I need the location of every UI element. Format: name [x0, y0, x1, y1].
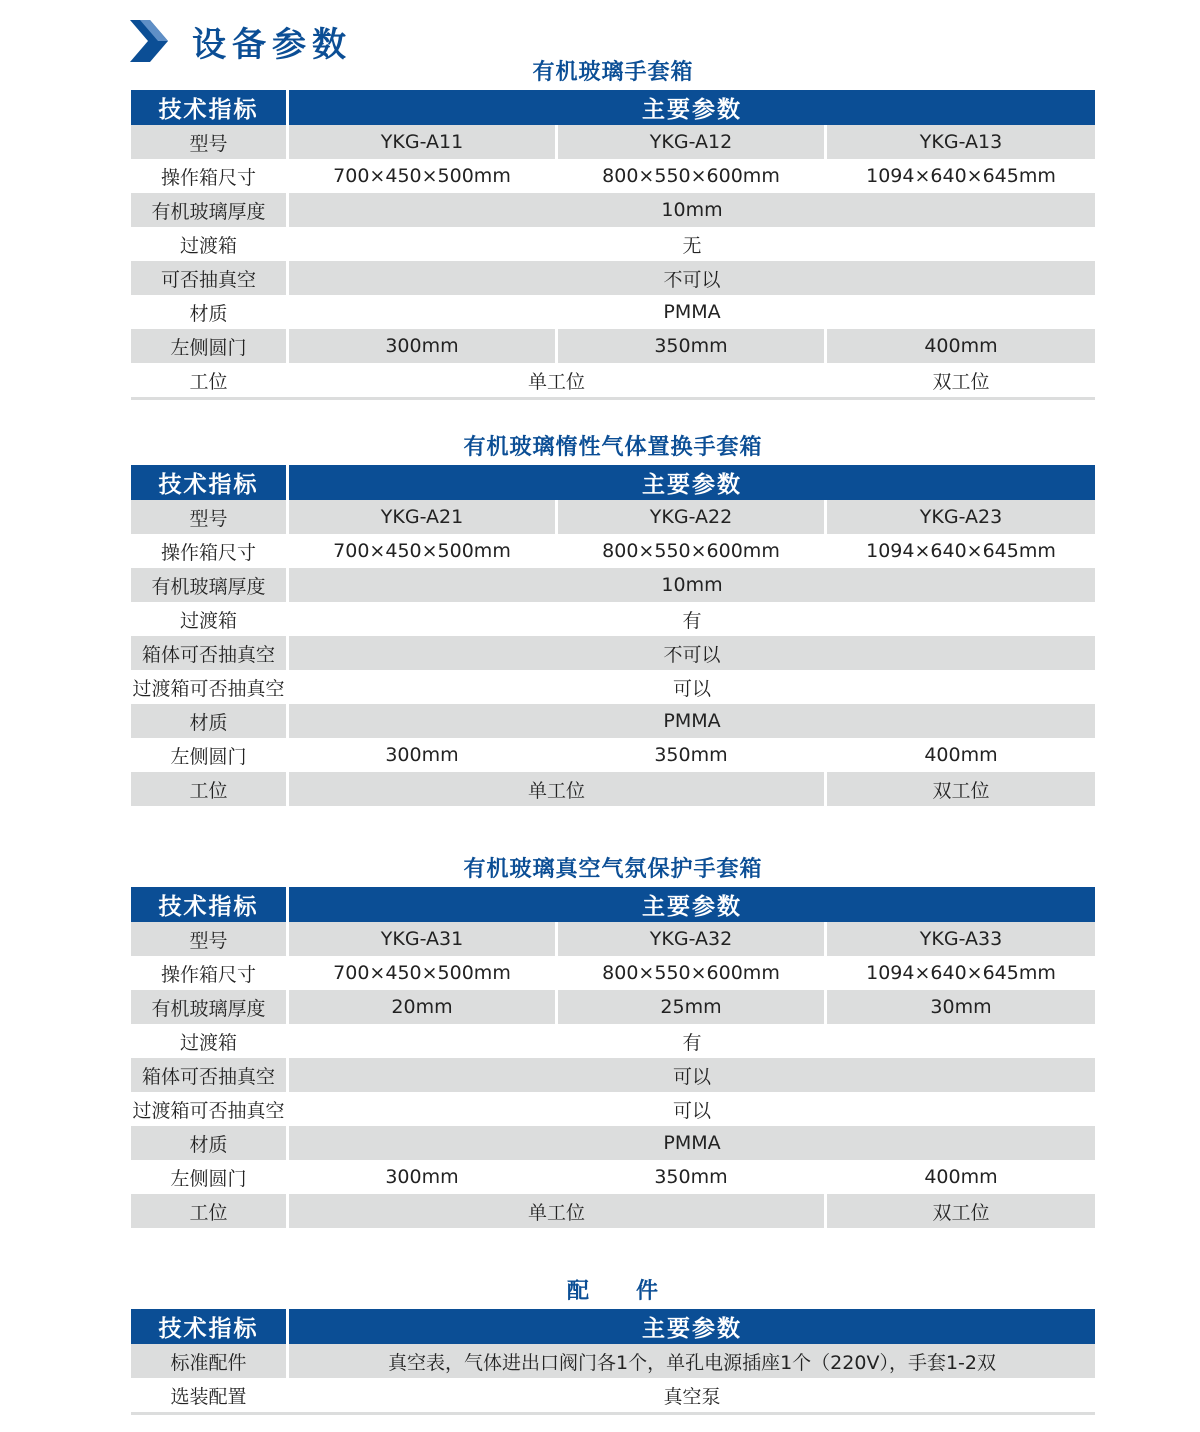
row-label: 操作箱尺寸	[131, 159, 286, 193]
table-grid	[131, 465, 1095, 806]
row-value: 1094×640×645mm	[827, 159, 1095, 193]
spec-table-1	[131, 56, 1095, 400]
row-label: 箱体可否抽真空	[131, 636, 286, 670]
row-value: PMMA	[289, 295, 1095, 329]
row-value: 可以	[289, 1092, 1095, 1126]
row-label: 型号	[131, 922, 286, 956]
header-left: 技术指标	[131, 90, 286, 125]
row-value: 1094×640×645mm	[827, 534, 1095, 568]
row-value: YKG-A23	[827, 500, 1095, 534]
row-label: 型号	[131, 500, 286, 534]
row-value: 350mm	[558, 1160, 824, 1194]
row-label: 型号	[131, 125, 286, 159]
spec-table-3	[131, 853, 1095, 1228]
row-value: 不可以	[289, 636, 1095, 670]
row-value: 不可以	[289, 261, 1095, 295]
row-value: 可以	[289, 1058, 1095, 1092]
row-label: 过渡箱可否抽真空	[131, 1092, 286, 1126]
row-value: 800×550×600mm	[558, 159, 824, 193]
row-label: 有机玻璃厚度	[131, 568, 286, 602]
row-value: YKG-A21	[289, 500, 555, 534]
row-label: 材质	[131, 704, 286, 738]
row-value: 700×450×500mm	[289, 956, 555, 990]
row-label: 选装配置	[131, 1378, 286, 1412]
row-value: 350mm	[558, 738, 824, 772]
row-value: 400mm	[827, 1160, 1095, 1194]
table-bottom-rule	[131, 397, 1095, 400]
row-label: 可否抽真空	[131, 261, 286, 295]
row-value: 双工位	[827, 1194, 1095, 1228]
row-value: 有	[289, 1024, 1095, 1058]
header-left: 技术指标	[131, 1309, 286, 1344]
row-label: 标准配件	[131, 1344, 286, 1378]
row-label: 过渡箱可否抽真空	[131, 670, 286, 704]
row-value: 800×550×600mm	[558, 534, 824, 568]
row-value: 真空表，气体进出口阀门各1个，单孔电源插座1个（220V），手套1-2双	[289, 1344, 1095, 1378]
header-right: 主要参数	[289, 465, 1095, 500]
row-label: 操作箱尺寸	[131, 956, 286, 990]
row-value: YKG-A32	[558, 922, 824, 956]
row-value: 800×550×600mm	[558, 956, 824, 990]
row-value: 30mm	[827, 990, 1095, 1024]
table-title: 配 件	[566, 1279, 659, 1304]
spec-table-2	[131, 431, 1095, 806]
row-value: 400mm	[827, 738, 1095, 772]
row-value: 有	[289, 602, 1095, 636]
header-right: 主要参数	[289, 887, 1095, 922]
row-value: 单工位	[289, 363, 824, 397]
row-label: 过渡箱	[131, 1024, 286, 1058]
row-value: YKG-A33	[827, 922, 1095, 956]
table-grid	[131, 887, 1095, 1228]
row-value: 20mm	[289, 990, 555, 1024]
row-label: 左侧圆门	[131, 329, 286, 363]
row-label: 过渡箱	[131, 602, 286, 636]
row-label: 左侧圆门	[131, 1160, 286, 1194]
row-value: 10mm	[289, 193, 1095, 227]
row-label: 左侧圆门	[131, 738, 286, 772]
row-value: PMMA	[289, 704, 1095, 738]
table-title: 有机玻璃手套箱	[532, 60, 694, 85]
row-value: 300mm	[289, 329, 555, 363]
row-value: 1094×640×645mm	[827, 956, 1095, 990]
row-label: 工位	[131, 772, 286, 806]
row-value: 350mm	[558, 329, 824, 363]
row-label: 材质	[131, 295, 286, 329]
row-value: 可以	[289, 670, 1095, 704]
table-grid	[131, 1309, 1095, 1412]
header-right: 主要参数	[289, 90, 1095, 125]
row-value: YKG-A22	[558, 500, 824, 534]
page-title: 设备参数	[192, 24, 352, 65]
table-grid	[131, 90, 1095, 397]
row-value: 700×450×500mm	[289, 159, 555, 193]
table-bottom-rule	[131, 1412, 1095, 1415]
row-value: 300mm	[289, 738, 555, 772]
row-value: 单工位	[289, 1194, 824, 1228]
row-label: 有机玻璃厚度	[131, 193, 286, 227]
accessories-table	[131, 1275, 1095, 1415]
row-value: 真空泵	[289, 1378, 1095, 1412]
row-value: YKG-A13	[827, 125, 1095, 159]
row-label: 过渡箱	[131, 227, 286, 261]
row-value: YKG-A12	[558, 125, 824, 159]
row-value: 700×450×500mm	[289, 534, 555, 568]
header-right: 主要参数	[289, 1309, 1095, 1344]
row-label: 有机玻璃厚度	[131, 990, 286, 1024]
row-value: 25mm	[558, 990, 824, 1024]
row-label: 工位	[131, 363, 286, 397]
row-label: 工位	[131, 1194, 286, 1228]
row-value: YKG-A31	[289, 922, 555, 956]
table-title: 有机玻璃真空气氛保护手套箱	[463, 857, 763, 882]
row-label: 材质	[131, 1126, 286, 1160]
row-label: 箱体可否抽真空	[131, 1058, 286, 1092]
row-value: 双工位	[827, 772, 1095, 806]
row-value: 400mm	[827, 329, 1095, 363]
header-left: 技术指标	[131, 887, 286, 922]
row-value: 双工位	[827, 363, 1095, 397]
table-title: 有机玻璃惰性气体置换手套箱	[463, 435, 763, 460]
row-value: 无	[289, 227, 1095, 261]
row-value: 10mm	[289, 568, 1095, 602]
row-value: PMMA	[289, 1126, 1095, 1160]
row-value: YKG-A11	[289, 125, 555, 159]
row-value: 300mm	[289, 1160, 555, 1194]
row-label: 操作箱尺寸	[131, 534, 286, 568]
row-value: 单工位	[289, 772, 824, 806]
header-left: 技术指标	[131, 465, 286, 500]
